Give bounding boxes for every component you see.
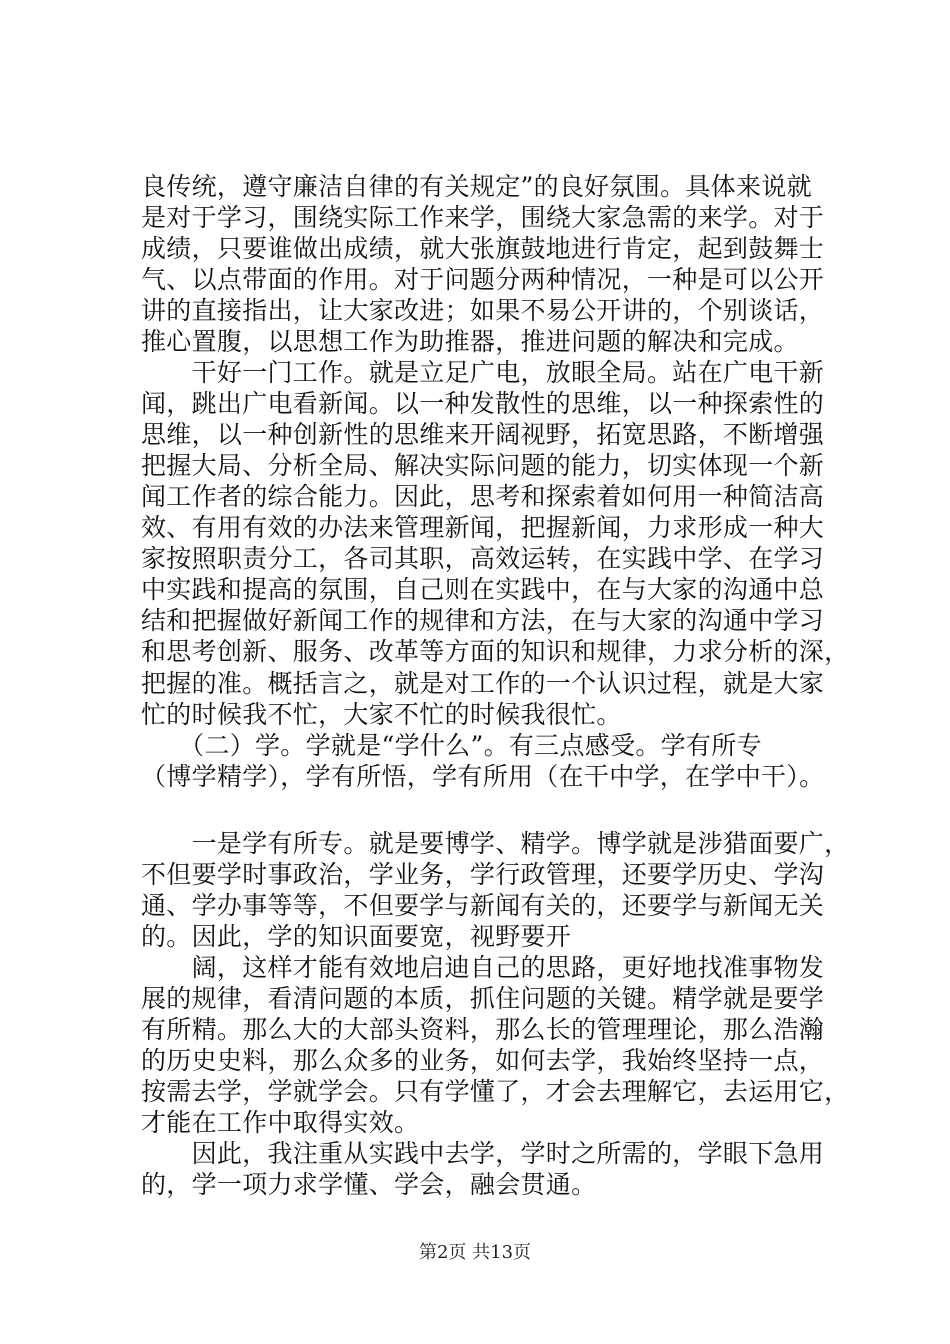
text-line: 中实践和提高的氛围，自己则在实践中，在与大家的沟通中总 [141, 575, 825, 604]
text-line: （二）学。学就是“学什么”。有三点感受。学有所专 [141, 731, 762, 760]
text-line: 把握的准。概括言之，就是对工作的一个认识过程，就是大家 [141, 669, 825, 698]
text-line: 良传统，遵守廉洁自律的有关规定”的良好氛围。具体来说就 [141, 172, 812, 201]
text-line: 闻，跳出广电看新闻。以一种发散性的思维，以一种探索性的 [141, 389, 825, 418]
text-line: 和思考创新、服务、改革等方面的知识和规律，力求分析的深， [141, 637, 850, 666]
text-line: 闻工作者的综合能力。因此，思考和探索着如何用一种简洁高 [141, 482, 825, 511]
text-line: 是对于学习，围绕实际工作来学，围绕大家急需的来学。对于 [141, 203, 825, 232]
text-line: 忙的时候我不忙，大家不忙的时候我很忙。 [141, 700, 622, 729]
text-line: 效、有用有效的办法来管理新闻，把握新闻，力求形成一种大 [141, 513, 825, 542]
text-line: 的历史史料，那么众多的业务，如何去学，我始终坚持一点， [141, 1046, 825, 1075]
page-footer: 第2页 共13页 [418, 1242, 532, 1263]
text-line: 有所精。那么大的大部头资料，那么长的管理理论，那么浩瀚 [141, 1015, 825, 1044]
text-line: 家按照职责分工，各司其职，高效运转，在实践中学、在学习 [141, 544, 825, 573]
text-line: 因此，我注重从实践中去学，学时之所需的，学眼下急用 [141, 1139, 825, 1168]
text-line: 思维，以一种创新性的思维来开阔视野，拓宽思路，不断增强 [141, 420, 825, 449]
text-line: 推心置腹，以思想工作为助推器，推进问题的解决和完成。 [141, 327, 799, 356]
text-line: 讲的直接指出，让大家改进；如果不易公开讲的，个别谈话， [141, 296, 825, 325]
text-line: 阔，这样才能有效地启迪自己的思路，更好地找准事物发 [141, 953, 825, 982]
text-line: 按需去学，学就学会。只有学懂了，才会去理解它，去运用它， [141, 1077, 850, 1106]
text-line: 气、以点带面的作用。对于问题分两种情况，一种是可以公开 [141, 265, 825, 294]
text-line: 的。因此，学的知识面要宽，视野要开 [141, 922, 572, 951]
text-line: 的，学一项力求学懂、学会，融会贯通。 [141, 1170, 597, 1199]
text-line: 把握大局、分析全局、解决实际问题的能力，切实体现一个新 [141, 451, 825, 480]
text-line: 成绩，只要谁做出成绩，就大张旗鼓地进行肯定，起到鼓舞士 [141, 234, 825, 263]
text-line: （博学精学），学有所悟，学有所用（在干中学，在学中干）。 [141, 762, 825, 791]
text-line: 通、学办事等等，不但要学与新闻有关的，还要学与新闻无关 [141, 891, 825, 920]
text-line: 结和把握做好新闻工作的规律和方法，在与大家的沟通中学习 [141, 606, 825, 635]
text-line: 干好一门工作。就是立足广电，放眼全局。站在广电干新 [141, 358, 825, 387]
text-line: 才能在工作中取得实效。 [141, 1108, 420, 1137]
text-line: 不但要学时事政治，学业务，学行政管理，还要学历史、学沟 [141, 860, 825, 889]
text-line: 展的规律，看清问题的本质，抓住问题的关键。精学就是要学 [141, 984, 825, 1013]
text-line: 一是学有所专。就是要博学、精学。博学就是涉猎面要广， [141, 829, 850, 858]
